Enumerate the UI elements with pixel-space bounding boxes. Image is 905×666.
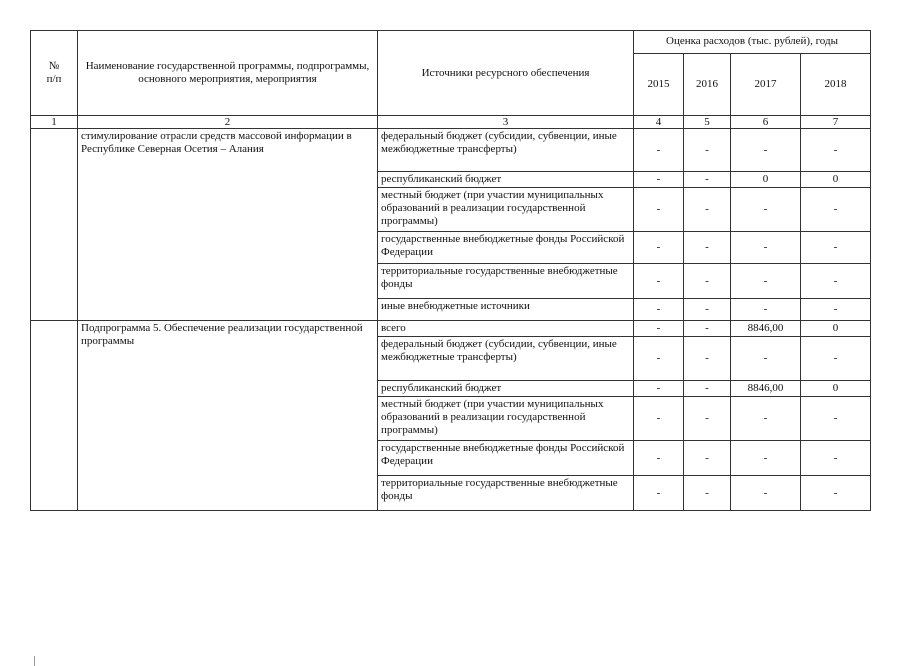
value-cell-2016: - — [684, 337, 731, 381]
value-cell-2018: - — [801, 188, 871, 232]
column-index: 6 — [731, 116, 801, 129]
funding-source-cell: всего — [378, 321, 634, 337]
value-cell-2017: - — [731, 299, 801, 321]
value-cell-2017: - — [731, 441, 801, 476]
header-estimate: Оценка расходов (тыс. рублей), годы — [634, 31, 871, 54]
value-cell-2015: - — [634, 321, 684, 337]
value-cell-2016: - — [684, 321, 731, 337]
table-row — [31, 129, 871, 172]
header-sources: Источники ресурсного обеспечения — [378, 31, 634, 116]
budget-table-page — [30, 30, 870, 511]
value-cell-2016: - — [684, 476, 731, 511]
funding-source-cell: территориальные государственные внебюджетные фонды — [378, 264, 634, 299]
value-cell-2016: - — [684, 299, 731, 321]
header-year-2016: 2016 — [684, 53, 731, 115]
value-cell-2016: - — [684, 381, 731, 397]
table-row — [31, 321, 871, 337]
column-index: 1 — [31, 116, 78, 129]
funding-source-cell: государственные внебюджетные фонды Российской Федерации — [378, 441, 634, 476]
header-year-2017: 2017 — [731, 53, 801, 115]
row-number-cell — [31, 129, 78, 321]
funding-source-cell: федеральный бюджет (субсидии, субвенции, иные межбюджетные трансферты) — [378, 337, 634, 381]
value-cell-2018: - — [801, 441, 871, 476]
value-cell-2015: - — [634, 397, 684, 441]
value-cell-2017: 8846,00 — [731, 321, 801, 337]
value-cell-2015: - — [634, 232, 684, 264]
program-name-cell: стимулирование отрасли средств массовой информации в Республике Северная Осетия – Алания — [78, 129, 378, 321]
value-cell-2017: - — [731, 264, 801, 299]
value-cell-2018: - — [801, 129, 871, 172]
value-cell-2017: - — [731, 188, 801, 232]
column-index-row — [31, 116, 871, 129]
value-cell-2018: - — [801, 337, 871, 381]
value-cell-2017: - — [731, 232, 801, 264]
funding-source-cell: государственные внебюджетные фонды Российской Федерации — [378, 232, 634, 264]
funding-source-cell: федеральный бюджет (субсидии, субвенции, иные межбюджетные трансферты) — [378, 129, 634, 172]
funding-source-cell: иные внебюджетные источники — [378, 299, 634, 321]
header-year-2018: 2018 — [801, 53, 871, 115]
column-index: 5 — [684, 116, 731, 129]
value-cell-2018: 0 — [801, 172, 871, 188]
value-cell-2016: - — [684, 188, 731, 232]
value-cell-2015: - — [634, 299, 684, 321]
funding-source-cell: республиканский бюджет — [378, 172, 634, 188]
value-cell-2016: - — [684, 129, 731, 172]
value-cell-2015: - — [634, 476, 684, 511]
header-program-name: Наименование государственной программы, подпрограммы, основного мероприятия, мероприятия — [78, 31, 378, 116]
value-cell-2016: - — [684, 441, 731, 476]
value-cell-2016: - — [684, 172, 731, 188]
funding-source-cell: местный бюджет (при участии муниципальных образований в реализации государственной программы) — [378, 188, 634, 232]
value-cell-2015: - — [634, 172, 684, 188]
value-cell-2015: - — [634, 188, 684, 232]
column-index: 7 — [801, 116, 871, 129]
scan-margin-mark — [34, 656, 35, 666]
value-cell-2018: 0 — [801, 381, 871, 397]
value-cell-2017: - — [731, 476, 801, 511]
value-cell-2017: 0 — [731, 172, 801, 188]
value-cell-2016: - — [684, 397, 731, 441]
funding-source-cell: республиканский бюджет — [378, 381, 634, 397]
value-cell-2018: - — [801, 397, 871, 441]
value-cell-2017: - — [731, 129, 801, 172]
value-cell-2018: - — [801, 232, 871, 264]
program-name-cell: Подпрограмма 5. Обеспечение реализации государственной программы — [78, 321, 378, 511]
header-number: № п/п — [31, 31, 78, 116]
row-number-cell — [31, 321, 78, 511]
value-cell-2018: 0 — [801, 321, 871, 337]
value-cell-2017: - — [731, 337, 801, 381]
budget-table — [30, 30, 871, 511]
value-cell-2015: - — [634, 441, 684, 476]
column-index: 4 — [634, 116, 684, 129]
value-cell-2015: - — [634, 264, 684, 299]
value-cell-2018: - — [801, 264, 871, 299]
value-cell-2016: - — [684, 232, 731, 264]
value-cell-2015: - — [634, 337, 684, 381]
value-cell-2017: - — [731, 397, 801, 441]
value-cell-2015: - — [634, 129, 684, 172]
value-cell-2016: - — [684, 264, 731, 299]
column-index: 2 — [78, 116, 378, 129]
value-cell-2018: - — [801, 299, 871, 321]
header-year-2015: 2015 — [634, 53, 684, 115]
value-cell-2015: - — [634, 381, 684, 397]
funding-source-cell: территориальные государственные внебюджетные фонды — [378, 476, 634, 511]
funding-source-cell: местный бюджет (при участии муниципальных образований в реализации государственной программы) — [378, 397, 634, 441]
column-index: 3 — [378, 116, 634, 129]
value-cell-2017: 8846,00 — [731, 381, 801, 397]
value-cell-2018: - — [801, 476, 871, 511]
